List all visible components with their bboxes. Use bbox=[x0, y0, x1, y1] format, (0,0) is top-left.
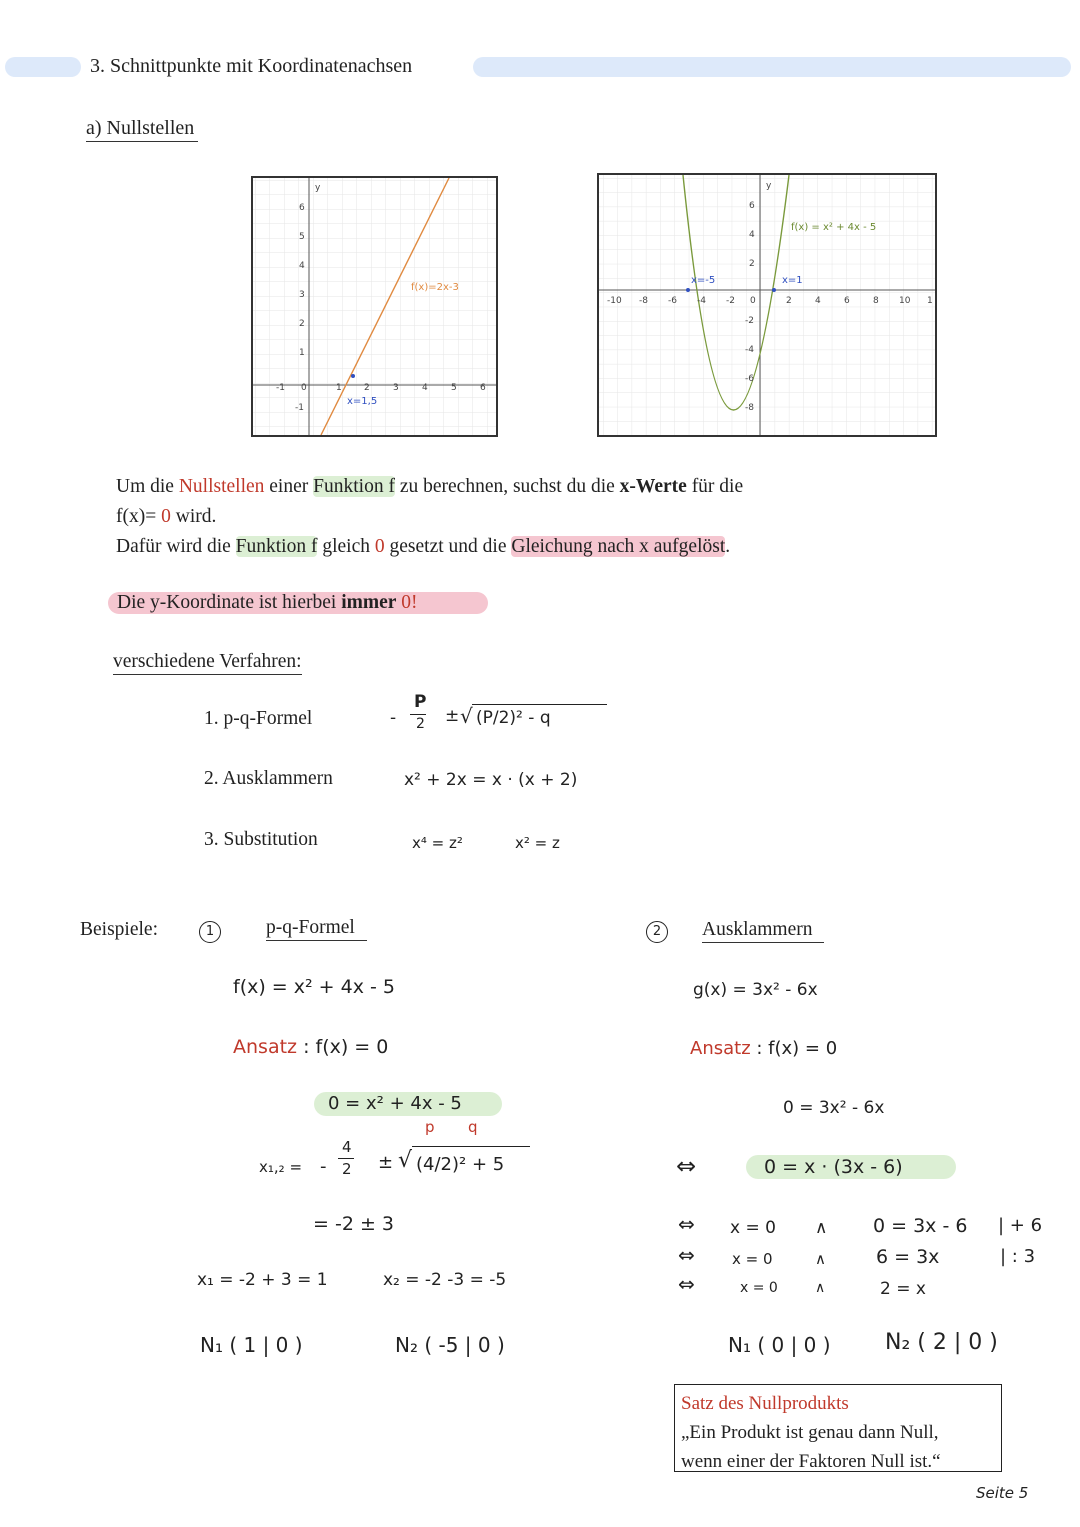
graph-parabola-svg bbox=[599, 175, 935, 435]
g1-xt-7: 5 bbox=[451, 383, 457, 393]
method-3-formula-a: x⁴ = z² bbox=[412, 834, 463, 852]
ex1-result: = -2 ± 3 bbox=[313, 1213, 394, 1235]
example-1-title bbox=[266, 917, 367, 941]
ex2-op-1: | + 6 bbox=[998, 1215, 1043, 1236]
ex1-ansatz bbox=[233, 1036, 388, 1058]
method-1-formula: - P 2 ± √ (P/2)² - q bbox=[390, 692, 615, 744]
ex2-step-2: 6 = 3x bbox=[876, 1246, 940, 1268]
ex1-n1: N₁ ( 1 | 0 ) bbox=[200, 1333, 303, 1357]
expl-text: . bbox=[725, 536, 731, 557]
graph2-root2-label: x=1 bbox=[782, 275, 803, 286]
ex1-pq-radicand: (4/2)² + 5 bbox=[416, 1154, 505, 1175]
note-y-coordinate bbox=[108, 592, 488, 614]
example-1-number bbox=[199, 921, 221, 943]
header-bar-left bbox=[5, 57, 81, 77]
method-3: 3. Substitution bbox=[204, 829, 318, 850]
g2-xt-12: 1 bbox=[927, 296, 933, 306]
expl-xwerte: x-Werte bbox=[619, 476, 687, 497]
method-1: 1. p-q-Formel bbox=[204, 708, 313, 729]
g2-xt-11: 10 bbox=[899, 296, 911, 306]
method-2-formula: x² + 2x = x · (x + 2) bbox=[404, 770, 578, 790]
ex2-ansatz-text: : f(x) = 0 bbox=[756, 1038, 838, 1059]
graph1-root-label: x=1,5 bbox=[347, 396, 378, 407]
g1-yt-1: 6 bbox=[299, 203, 305, 213]
ex2-function: g(x) = 3x² - 6x bbox=[693, 980, 818, 1000]
graph2-func-label: f(x) = x² + 4x - 5 bbox=[791, 222, 877, 233]
expl-zero: 0 bbox=[374, 536, 385, 557]
page-title: 3. Schnittpunkte mit Koordinatenachsen bbox=[90, 55, 413, 77]
expl-text: für die bbox=[686, 476, 744, 497]
example-1-title-text: p-q-Formel bbox=[266, 917, 355, 938]
ex1-equation bbox=[314, 1092, 502, 1116]
g2-xt-10: 8 bbox=[873, 296, 879, 306]
g2-yt-3: 2 bbox=[749, 259, 755, 269]
g2-yt-1: 6 bbox=[749, 201, 755, 211]
ex1-equation-text: 0 = x² + 4x - 5 bbox=[328, 1093, 462, 1114]
expl-text: gesetzt und die bbox=[384, 536, 512, 557]
ex1-pq-pm: ± bbox=[378, 1152, 394, 1173]
rule-box-line-1: „Ein Produkt ist genau dann Null, bbox=[681, 1422, 939, 1443]
g2-xt-4: -4 bbox=[697, 296, 706, 306]
ex1-x2: x₂ = -2 -3 = -5 bbox=[383, 1270, 507, 1290]
g1-xt-4: 2 bbox=[364, 383, 370, 393]
ex2-equation-1: 0 = 3x² - 6x bbox=[783, 1098, 885, 1118]
ex1-x12-label: x₁,₂ = bbox=[259, 1158, 303, 1176]
g2-yt-6: -6 bbox=[745, 374, 754, 384]
ex2-and-2: ∧ bbox=[815, 1250, 826, 1268]
ex2-arrow-2: ⇔ bbox=[678, 1212, 695, 1236]
example-2-number-text: 2 bbox=[652, 924, 662, 939]
ex1-ansatz-text: : f(x) = 0 bbox=[303, 1036, 389, 1058]
g1-xt-1: -1 bbox=[276, 383, 285, 393]
ex2-ansatz-label: Ansatz bbox=[690, 1038, 751, 1059]
g2-yt-5: -4 bbox=[745, 345, 754, 355]
expl-text: einer bbox=[264, 476, 314, 497]
rule-box-line-2: wenn einer der Faktoren Null ist.“ bbox=[681, 1451, 941, 1472]
g1-yt-3: 4 bbox=[299, 261, 305, 271]
example-2-number bbox=[646, 921, 668, 943]
g2-yt-2: 4 bbox=[749, 230, 755, 240]
expl-text: Dafür wird die bbox=[116, 536, 236, 557]
ex2-step-3: 2 = x bbox=[880, 1279, 926, 1299]
ex2-and-3: ∧ bbox=[815, 1280, 826, 1296]
g1-yt-5: 2 bbox=[299, 319, 305, 329]
ex2-equation-2 bbox=[746, 1155, 956, 1179]
ex1-q-label: q bbox=[468, 1118, 478, 1136]
rule-box bbox=[674, 1384, 1002, 1472]
explanation bbox=[116, 472, 916, 562]
ex2-root-2: x = 0 bbox=[732, 1250, 773, 1268]
g1-xt-5: 3 bbox=[393, 383, 399, 393]
expl-text: gleich bbox=[317, 536, 375, 557]
g1-yt-7: -1 bbox=[295, 403, 304, 413]
header-bar-right bbox=[473, 57, 1071, 77]
ex1-pq-minus: - bbox=[320, 1156, 327, 1177]
m1-two: 2 bbox=[416, 716, 425, 732]
g1-yt-2: 5 bbox=[299, 232, 305, 242]
ex2-step-1: 0 = 3x - 6 bbox=[873, 1215, 968, 1237]
m1-pm: ± bbox=[445, 706, 460, 726]
explanation-line-3 bbox=[116, 532, 916, 562]
ex2-op-2: | : 3 bbox=[1000, 1246, 1036, 1267]
g2-xt-8: 4 bbox=[815, 296, 821, 306]
method-2: 2. Ausklammern bbox=[204, 768, 333, 789]
page-number: Seite 5 bbox=[976, 1484, 1029, 1502]
ex2-n1: N₁ ( 0 | 0 ) bbox=[728, 1333, 831, 1357]
note-text: Die y-Koordinate ist hierbei bbox=[117, 592, 342, 613]
expl-funktion: Funktion f bbox=[235, 536, 318, 557]
g1-xt-3: 1 bbox=[336, 383, 342, 393]
note-zero: 0! bbox=[396, 592, 418, 613]
graph2-y-label: y bbox=[766, 181, 772, 191]
g1-xt-2: 0 bbox=[301, 383, 307, 393]
graph2-root1-label: x=-5 bbox=[691, 275, 716, 286]
expl-text: Um die bbox=[116, 476, 179, 497]
section-title bbox=[86, 117, 198, 142]
m1-radicand: (P/2)² - q bbox=[476, 708, 551, 728]
ex1-pq-num: 4 bbox=[342, 1138, 352, 1156]
rule-box-title: Satz des Nullprodukts bbox=[681, 1393, 849, 1414]
ex1-p-label: p bbox=[425, 1118, 435, 1136]
g2-yt-7: -8 bbox=[745, 403, 754, 413]
expl-funktion: Funktion f bbox=[313, 476, 395, 497]
ex1-ansatz-label: Ansatz bbox=[233, 1036, 298, 1058]
m1-p: P bbox=[414, 692, 427, 712]
g2-xt-5: -2 bbox=[726, 296, 735, 306]
g1-yt-4: 3 bbox=[299, 290, 305, 300]
expl-text: zu berechnen, suchst du die bbox=[394, 476, 620, 497]
expl-text: f(x)= bbox=[116, 506, 162, 527]
ex2-ansatz bbox=[690, 1038, 837, 1059]
g2-yt-4: -2 bbox=[745, 316, 754, 326]
ex2-and-1: ∧ bbox=[815, 1218, 828, 1238]
expl-nullstellen: Nullstellen bbox=[178, 476, 265, 497]
graph-linear bbox=[251, 176, 498, 437]
graph1-y-label: y bbox=[315, 183, 321, 193]
methods-title bbox=[113, 651, 302, 675]
ex1-x1: x₁ = -2 + 3 = 1 bbox=[197, 1270, 328, 1290]
explanation-line-2 bbox=[116, 502, 916, 532]
ex2-root-1: x = 0 bbox=[730, 1218, 776, 1238]
ex1-pq-den: 2 bbox=[342, 1160, 352, 1178]
ex2-n2: N₂ ( 2 | 0 ) bbox=[885, 1330, 998, 1355]
ex2-equation-2-text: 0 = x · (3x - 6) bbox=[764, 1156, 903, 1178]
expl-gleichung: Gleichung nach x aufgelöst bbox=[511, 536, 726, 557]
g1-xt-6: 4 bbox=[422, 383, 428, 393]
m1-minus: - bbox=[390, 708, 397, 728]
examples-label: Beispiele: bbox=[80, 919, 158, 940]
g2-xt-9: 6 bbox=[844, 296, 850, 306]
graph-linear-svg bbox=[253, 178, 496, 435]
note-immer: immer bbox=[341, 592, 397, 613]
ex1-function: f(x) = x² + 4x - 5 bbox=[233, 976, 395, 998]
graph1-func-label: f(x)=2x-3 bbox=[411, 282, 459, 293]
ex2-root-3: x = 0 bbox=[740, 1280, 778, 1296]
ex2-arrow-4: ⇔ bbox=[678, 1272, 695, 1296]
g1-xt-8: 6 bbox=[480, 383, 486, 393]
g1-yt-6: 1 bbox=[299, 348, 305, 358]
ex1-n2: N₂ ( -5 | 0 ) bbox=[395, 1333, 505, 1357]
methods-title-text: verschiedene Verfahren: bbox=[113, 651, 302, 672]
g2-xt-1: -10 bbox=[607, 296, 622, 306]
method-3-formula-b: x² = z bbox=[515, 834, 560, 852]
ex1-pq-formula: - 4 2 ± √ (4/2)² + 5 bbox=[320, 1138, 540, 1188]
g2-xt-6: 0 bbox=[750, 296, 756, 306]
example-2-title bbox=[702, 919, 824, 943]
explanation-line-1 bbox=[116, 472, 916, 502]
g2-xt-7: 2 bbox=[786, 296, 792, 306]
graph-parabola bbox=[597, 173, 937, 437]
ex2-arrow-1: ⇔ bbox=[676, 1152, 697, 1180]
g2-xt-3: -6 bbox=[668, 296, 677, 306]
example-2-title-text: Ausklammern bbox=[702, 919, 813, 940]
expl-zero: 0 bbox=[161, 506, 171, 527]
section-title-text: a) Nullstellen bbox=[86, 117, 195, 139]
expl-text: wird. bbox=[170, 506, 217, 527]
example-1-number-text: 1 bbox=[205, 924, 215, 939]
g2-xt-2: -8 bbox=[639, 296, 648, 306]
ex2-arrow-3: ⇔ bbox=[678, 1243, 695, 1267]
